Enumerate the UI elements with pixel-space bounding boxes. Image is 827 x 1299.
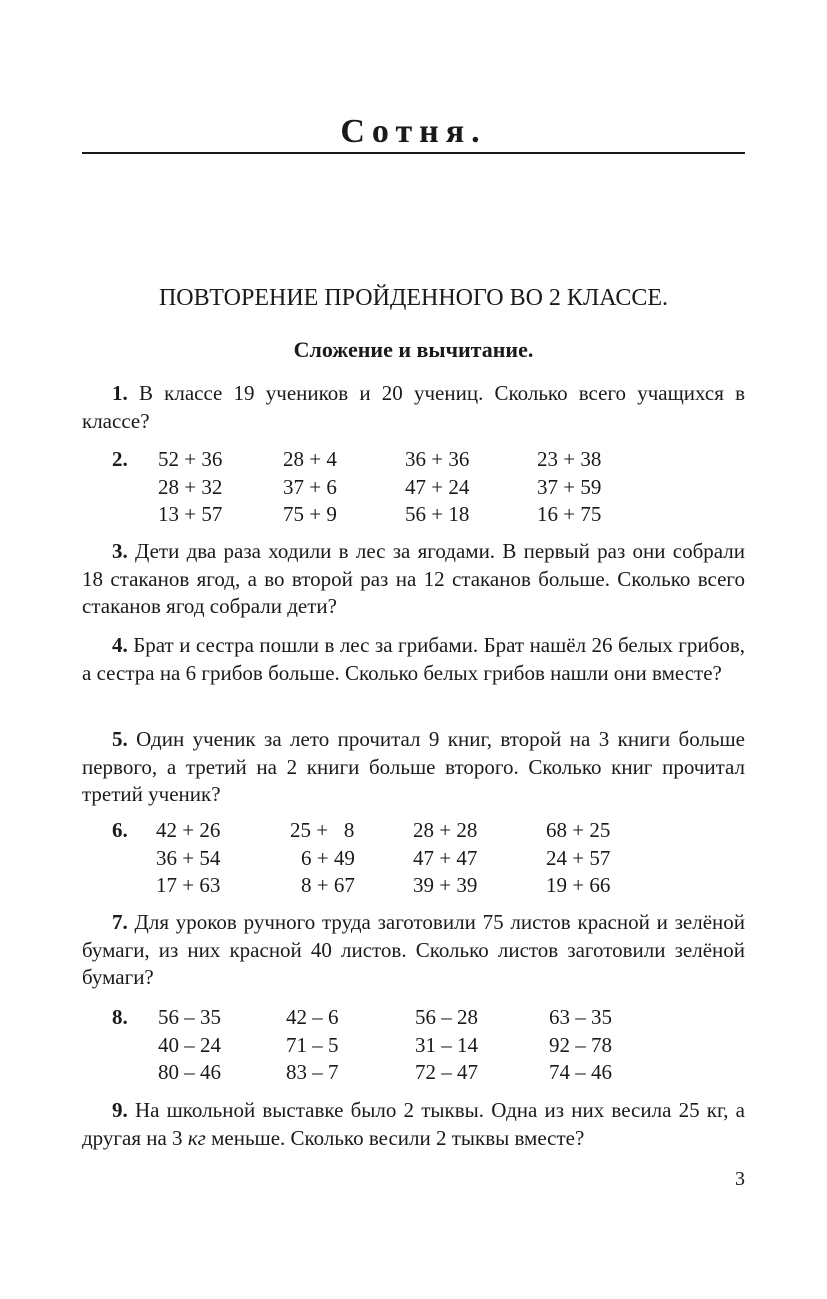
title-divider (82, 152, 745, 154)
expression: 28 + 32 (158, 474, 223, 499)
expression: 17 + 63 (156, 873, 221, 897)
expression: 28 + 4 (283, 447, 337, 471)
problem-text: Дети два раза ходили в лес за ягодами. В первый раз они собрали 18 стаканов ягод, а во второй раз на 12 стаканов больше. Сколько всего стаканов ягод собрали дети? (82, 539, 746, 618)
problem-number: 5. (112, 727, 128, 751)
problem-9 (82, 1097, 745, 1152)
problem-number: 1. (112, 381, 128, 405)
expression: 52 + 36 (158, 447, 223, 471)
chapter-title: Сотня. (340, 113, 487, 150)
expression: 56 – 28 (415, 1005, 478, 1029)
page-number: 3 (735, 1168, 745, 1190)
exercise-row (82, 501, 745, 529)
exercise-row (82, 845, 745, 873)
problem-5 (82, 726, 745, 809)
problem-text: Один ученик за лето прочитал 9 книг, второй на 3 книги больше первого, а третий на 2 книги больше второго. Сколько книг прочитал третий ученик? (82, 727, 746, 806)
problem-text-end: меньше. Сколько весили 2 тыквы вместе? (205, 1125, 585, 1150)
expression: 8 + 67 (301, 873, 355, 897)
problem-7 (82, 909, 745, 992)
problem-4 (82, 632, 745, 687)
expression: 36 + 54 (156, 845, 221, 870)
expression: 47 + 47 (413, 845, 478, 870)
exercise-number: 2. (112, 447, 128, 471)
expression: 75 + 9 (283, 502, 337, 526)
expression: 68 + 25 (546, 818, 611, 842)
expression: 37 + 59 (537, 474, 602, 499)
exercise-number: 8. (112, 1005, 128, 1029)
problem-text: Брат и сестра пошли в лес за грибами. Брат нашёл 26 белых грибов, а сестра на 6 грибов больше. Сколько белых грибов нашли они вместе? (82, 633, 746, 685)
expression: 72 – 47 (415, 1060, 478, 1084)
expression: 6 + 49 (301, 845, 355, 870)
unit-text: кг (187, 1125, 206, 1150)
subsection-title: Сложение и вычитание. (293, 337, 534, 362)
expression: 16 + 75 (537, 502, 602, 526)
expression: 36 + 36 (405, 447, 470, 471)
expression: 56 + 18 (405, 502, 470, 526)
problem-number: 7. (112, 910, 128, 934)
expression: 19 + 66 (546, 873, 611, 897)
expression: 47 + 24 (405, 474, 470, 499)
expression: 42 – 6 (286, 1005, 339, 1029)
exercise-row (82, 1032, 745, 1060)
problem-text: Для уроков ручного труда заготовили 75 листов красной и зелёной бумаги, из них красной 40 листов. Сколько листов заготовили зелёной бумаги? (82, 910, 745, 989)
exercise-row (82, 474, 745, 502)
problem-number: 9. (112, 1098, 128, 1122)
expression: 92 – 78 (549, 1032, 612, 1057)
problem-number: 4. (112, 633, 128, 657)
exercise-row (82, 1059, 745, 1087)
expression: 39 + 39 (413, 873, 478, 897)
expression: 31 – 14 (415, 1032, 478, 1057)
expression: 42 + 26 (156, 818, 221, 842)
expression: 25 + 8 (290, 818, 355, 842)
expression: 13 + 57 (158, 502, 223, 526)
expression: 71 – 5 (286, 1032, 339, 1057)
exercise-6 (82, 817, 745, 901)
problem-text: На школьной выставке было 2 тыквы. Одна из них весила 25 кг, а другая на 3 (82, 1098, 746, 1150)
exercise-row (82, 872, 745, 900)
expression: 63 – 35 (549, 1005, 612, 1029)
expression: 40 – 24 (158, 1032, 221, 1057)
expression: 23 + 38 (537, 447, 602, 471)
exercise-8 (82, 1004, 745, 1088)
problem-3 (82, 538, 745, 621)
expression: 24 + 57 (546, 845, 611, 870)
problem-text: В классе 19 учеников и 20 учениц. Сколько всего учащихся в классе? (82, 381, 746, 433)
exercise-2 (82, 446, 745, 530)
exercise-row (82, 817, 745, 845)
expression: 83 – 7 (286, 1060, 339, 1084)
expression: 56 – 35 (158, 1005, 221, 1029)
section-title: ПОВТОРЕНИЕ ПРОЙДЕННОГО ВО 2 КЛАССЕ. (158, 285, 669, 311)
exercise-row (82, 446, 745, 474)
expression: 37 + 6 (283, 474, 337, 499)
exercise-number: 6. (112, 818, 128, 842)
expression: 80 – 46 (158, 1060, 221, 1084)
problem-1 (82, 380, 745, 435)
exercise-row (82, 1004, 745, 1032)
problem-number: 3. (112, 539, 128, 563)
expression: 28 + 28 (413, 818, 478, 842)
expression: 74 – 46 (549, 1060, 612, 1084)
